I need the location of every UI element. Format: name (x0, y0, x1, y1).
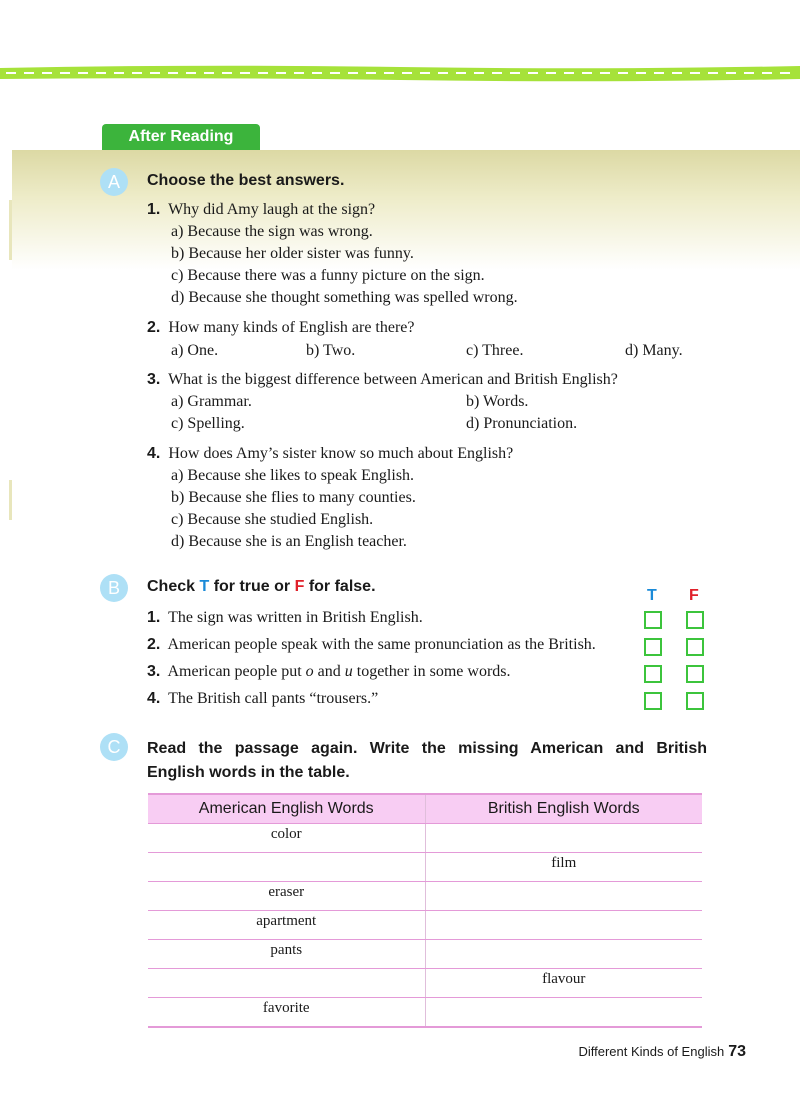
q4-option-b: b) Because she flies to many counties. (171, 489, 416, 506)
british-cell: flavour (425, 969, 702, 998)
q3-option-a: a) Grammar. (171, 393, 252, 410)
q3-option-c: c) Spelling. (171, 415, 245, 432)
statement-2-false-checkbox[interactable] (686, 638, 704, 656)
british-cell[interactable] (425, 998, 702, 1028)
statement-1-true-checkbox[interactable] (644, 611, 662, 629)
q2-option-a: a) One. (171, 342, 219, 359)
page-number: 73 (728, 1043, 746, 1060)
british-header: British English Words (425, 794, 702, 824)
question-1: 1. Why did Amy laugh at the sign? (147, 201, 376, 218)
statement-2-true-checkbox[interactable] (644, 638, 662, 656)
q1-option-d: d) Because she thought something was spelled wrong. (171, 289, 518, 306)
american-cell: favorite (148, 998, 425, 1028)
decorative-top-band (0, 62, 800, 84)
word-table (148, 793, 702, 1028)
q4-option-a: a) Because she likes to speak English. (171, 467, 415, 484)
page-footer (578, 1043, 746, 1061)
table-row (148, 824, 702, 853)
section-a-badge: A (100, 168, 128, 196)
statement-3: 3. American people put o and u together in some words. (147, 663, 511, 680)
british-cell[interactable] (425, 882, 702, 911)
q2-option-c: c) Three. (466, 342, 524, 359)
q1-option-b: b) Because her older sister was funny. (171, 245, 414, 262)
section-c-title-line-1: Read the passage again. Write the missing American and British (147, 740, 707, 757)
statement-3-false-checkbox[interactable] (686, 665, 704, 683)
q1-option-a: a) Because the sign was wrong. (171, 223, 373, 240)
q3-option-b: b) Words. (466, 393, 529, 410)
table-row (148, 940, 702, 969)
section-b-badge: B (100, 574, 128, 602)
american-cell[interactable] (148, 853, 425, 882)
section-c-badge: C (100, 733, 128, 761)
table-row (148, 882, 702, 911)
question-2: 2. How many kinds of English are there? (147, 319, 415, 336)
table-row (148, 998, 702, 1028)
q4-option-d: d) Because she is an English teacher. (171, 533, 407, 550)
table-row (148, 853, 702, 882)
statement-1-false-checkbox[interactable] (686, 611, 704, 629)
side-decoration (9, 480, 12, 520)
statement-4-false-checkbox[interactable] (686, 692, 704, 710)
statement-1: 1. The sign was written in British English. (147, 609, 423, 626)
british-cell[interactable] (425, 911, 702, 940)
statement-4-true-checkbox[interactable] (644, 692, 662, 710)
statement-4: 4. The British call pants “trousers.” (147, 690, 379, 707)
table-row (148, 911, 702, 940)
american-cell: apartment (148, 911, 425, 940)
q2-option-b: b) Two. (306, 342, 356, 359)
q3-option-d: d) Pronunciation. (466, 415, 578, 432)
statement-3-true-checkbox[interactable] (644, 665, 662, 683)
question-4: 4. How does Amy’s sister know so much about English? (147, 445, 514, 462)
after-reading-tab: After Reading (102, 124, 260, 150)
false-column-header: F (689, 587, 699, 604)
q4-option-c: c) Because she studied English. (171, 511, 374, 528)
statement-2: 2. American people speak with the same pronunciation as the British. (147, 636, 596, 653)
section-b-title: Check T for true or F for false. (147, 578, 376, 595)
footer-title: Different Kinds of English (578, 1044, 725, 1059)
question-3: 3. What is the biggest difference between American and British English? (147, 371, 618, 388)
section-c-title-line-2: English words in the table. (147, 764, 350, 781)
british-cell[interactable] (425, 940, 702, 969)
american-header: American English Words (148, 794, 425, 824)
american-cell: pants (148, 940, 425, 969)
true-column-header: T (647, 587, 657, 604)
table-row (148, 969, 702, 998)
american-cell: color (148, 824, 425, 853)
american-cell: eraser (148, 882, 425, 911)
q1-option-c: c) Because there was a funny picture on the sign. (171, 267, 485, 284)
american-cell[interactable] (148, 969, 425, 998)
british-cell: film (425, 853, 702, 882)
q2-option-d: d) Many. (625, 342, 683, 359)
british-cell[interactable] (425, 824, 702, 853)
section-a-title: Choose the best answers. (147, 172, 345, 189)
